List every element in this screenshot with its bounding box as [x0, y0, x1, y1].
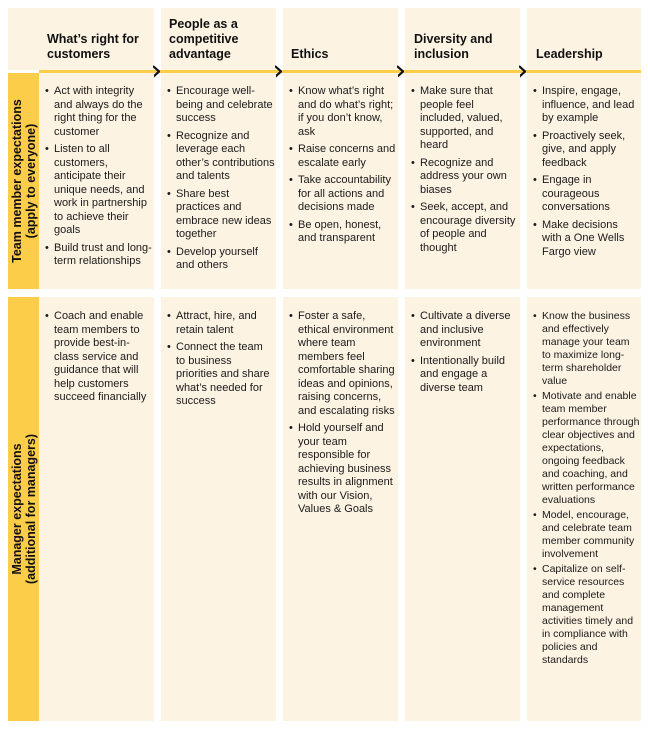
column-header-ethics: Ethics [291, 47, 329, 61]
list-item: • Know the business and effectively manage your team to maximize long-term shareholder value [533, 310, 640, 388]
list-item: • Build trust and long-term relationships [45, 242, 153, 269]
list-item: • Raise concerns and escalate early [289, 143, 397, 170]
chevron-right-icon [275, 64, 282, 79]
list-item: • Capitalize on self-service resources and complete management activities timely and in compliance with policies and standards [533, 563, 640, 667]
list-item: • Seek, accept, and encourage diversity of people and thought [411, 201, 519, 255]
manager-list-diversity [411, 310, 519, 399]
corner-cell [8, 8, 39, 70]
team-list-diversity [411, 85, 519, 259]
list-item: • Engage in courageous conversations [533, 174, 640, 215]
list-item: • Hold yourself and your team responsible for achieving business results in alignment with our Vision, Values & Goals [289, 422, 397, 517]
list-item: • Act with integrity and always do the right thing for the customer [45, 85, 153, 139]
list-item: • Proactively seek, give, and apply feedback [533, 130, 640, 171]
manager-list-ethics [289, 310, 397, 521]
manager-list-people [167, 310, 275, 413]
list-item: • Foster a safe, ethical environment where team members feel comfortable sharing ideas and opinions, raising concerns, and escalating risks [289, 310, 397, 418]
row-label-text: Manager expectations (additional for managers) [9, 433, 38, 585]
list-item: • Make decisions with a One Wells Fargo view [533, 219, 640, 260]
row-label-text: Team member expectations (apply to everyone) [9, 99, 38, 263]
list-item: • Take accountability for all actions and decisions made [289, 174, 397, 215]
column-header-diversity: Diversity and inclusion [414, 32, 493, 61]
list-item: • Share best practices and embrace new ideas together [167, 188, 275, 242]
list-item: • Develop yourself and others [167, 246, 275, 273]
list-item: • Be open, honest, and transparent [289, 219, 397, 246]
list-item: • Connect the team to business priorities and share what’s needed for success [167, 341, 275, 409]
team-list-ethics [289, 85, 397, 250]
list-item: • Encourage well-being and celebrate success [167, 85, 275, 126]
list-item: • Recognize and leverage each other’s contributions and talents [167, 130, 275, 184]
chevron-right-icon [397, 64, 404, 79]
team-list-leadership [533, 85, 640, 263]
team-list-customers [45, 85, 153, 273]
column-header-customers: What’s right for customers [47, 32, 139, 61]
list-item: • Attract, hire, and retain talent [167, 310, 275, 337]
column-header-leadership: Leadership [536, 47, 603, 61]
column-header-people: People as a competitive advantage [169, 17, 239, 61]
list-item: • Inspire, engage, influence, and lead by example [533, 85, 640, 126]
team-list-people [167, 85, 275, 277]
list-item: • Motivate and enable team member performance through clear objectives and expectations, ongoing feedback and coaching, and written performance evaluations [533, 390, 640, 507]
list-item: • Coach and enable team members to provide best-in-class service and guidance that will help customers succeed financially [45, 310, 153, 405]
chevron-right-icon [153, 64, 160, 79]
list-item: • Listen to all customers, anticipate their unique needs, and work in partnership to achieve their goals [45, 143, 153, 238]
list-item: • Model, encourage, and celebrate team member community involvement [533, 509, 640, 561]
row-label-managers [8, 297, 39, 721]
manager-list-customers [45, 310, 153, 409]
row-label-team-members [8, 73, 39, 289]
list-item: • Intentionally build and engage a diverse team [411, 355, 519, 396]
list-item: • Recognize and address your own biases [411, 157, 519, 198]
manager-list-leadership [533, 310, 640, 669]
chevron-right-icon [519, 64, 526, 79]
list-item: • Know what’s right and do what’s right; if you don’t know, ask [289, 85, 397, 139]
list-item: • Make sure that people feel included, valued, supported, and heard [411, 85, 519, 153]
list-item: • Cultivate a diverse and inclusive environment [411, 310, 519, 351]
